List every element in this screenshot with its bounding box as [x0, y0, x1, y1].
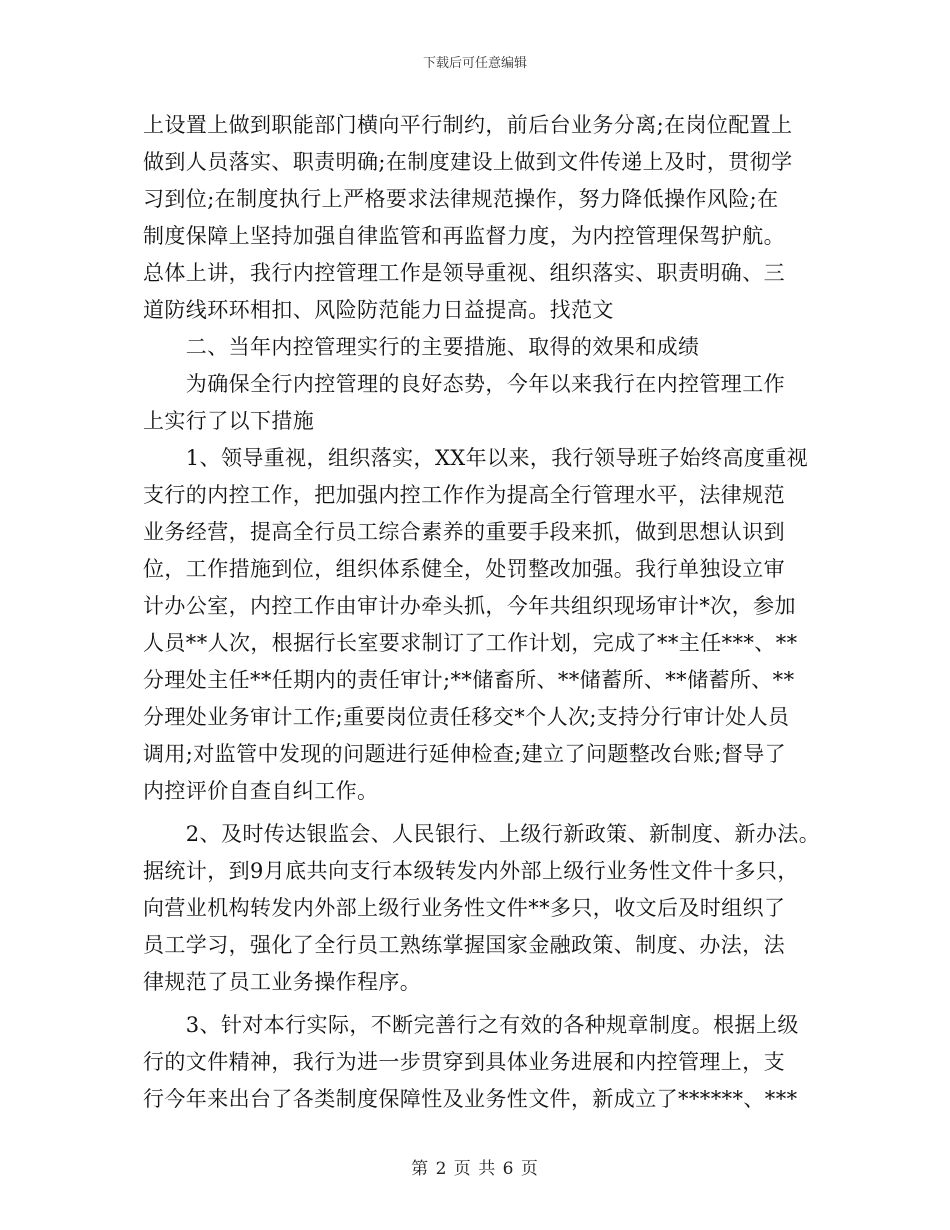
- text-line: 向营业机构转发内外部上级行业务性文件**多只，收文后及时组织了: [143, 896, 786, 920]
- section-heading: 二、当年内控管理实行的主要措施、取得的效果和成绩: [143, 335, 700, 359]
- text-line: 位，工作措施到位，组织体系健全，处罚整改加强。我行单独设立审: [143, 557, 785, 581]
- text-line: 计办公室，内控工作由审计办牵头抓，今年共组织现场审计*次，参加: [143, 594, 796, 618]
- text-line: 上实行了以下措施: [143, 409, 315, 433]
- text-line: 人员**人次，根据行长室要求制订了工作计划，完成了**主任***、**: [143, 631, 798, 655]
- text-line: 制度保障上坚持加强自律监管和再监督力度，为内控管理保驾护航。: [143, 224, 785, 248]
- text-line: 行今年来出台了各类制度保障性及业务性文件，新成立了******、***: [143, 1087, 798, 1111]
- text-line: 员工学习，强化了全行员工熟练掌握国家金融政策、制度、办法，法: [143, 933, 785, 957]
- text-line: 2、及时传达银监会、人民银行、上级行新政策、新制度、新办法。: [143, 822, 821, 846]
- text-line: 行的文件精神，我行为进一步贯穿到具体业务进展和内控管理上，支: [143, 1050, 785, 1074]
- page-footer: [0, 1154, 950, 1179]
- text-line: 1、领导重视，组织落实，XX年以来，我行领导班子始终高度重视: [143, 446, 809, 470]
- text-line: 习到位;在制度执行上严格要求法律规范操作，努力降低操作风险;在: [143, 187, 779, 211]
- text-line: 业务经营，提高全行员工综合素养的重要手段来抓，做到思想认识到: [143, 520, 785, 544]
- header-note: 下载后可任意编辑: [422, 56, 527, 71]
- text-line: 道防线环环相扣、风险防范能力日益提高。找范文: [143, 298, 614, 322]
- text-line: 律规范了员工业务操作程序。: [143, 970, 422, 994]
- page-header: [0, 52, 950, 71]
- text-line: 做到人员落实、职责明确;在制度建设上做到文件传递上及时，贯彻学: [143, 150, 793, 174]
- document-body: [143, 107, 823, 1118]
- text-line: 总体上讲，我行内控管理工作是领导重视、组织落实、职责明确、三: [143, 261, 785, 285]
- text-line: 分理处主任**任期内的责任审计;**储畜所、**储蓄所、**储蓄所、**: [143, 668, 795, 692]
- text-line: 支行的内控工作，把加强内控工作作为提高全行管理水平，法律规范: [143, 483, 785, 507]
- text-line: 上设置上做到职能部门横向平行制约，前后台业务分离;在岗位配置上: [143, 113, 793, 137]
- text-line: 3、针对本行实际，不断完善行之有效的各种规章制度。根据上级: [143, 1013, 799, 1037]
- text-line: 调用;对监管中发现的问题进行延伸检查;建立了问题整改台账;督导了: [143, 742, 787, 766]
- text-line: 据统计，到9月底共向支行本级转发内外部上级行业务性文件十多只，: [143, 859, 799, 883]
- page-number: 第 2 页 共 6 页: [411, 1159, 539, 1179]
- text-line: 为确保全行内控管理的良好态势，今年以来我行在内控管理工作: [143, 372, 785, 396]
- text-line: 内控评价自查自纠工作。: [143, 779, 379, 803]
- text-line: 分理处业务审计工作;重要岗位责任移交*个人次;支持分行审计处人员: [143, 705, 790, 729]
